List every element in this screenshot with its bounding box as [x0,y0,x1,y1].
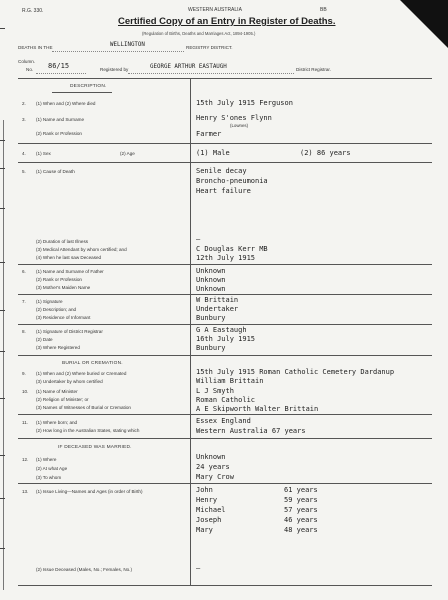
date-place-of-death: 15th July 1915 Ferguson [196,99,293,107]
field-label: (2) How long in the Australian States, stating which [36,428,140,433]
binder-margin [3,120,4,590]
row-number: 13. [22,489,29,494]
deceased-age: (2) 86 years [300,149,351,157]
field-label: (2) Duration of last Illness [36,239,89,244]
field-label: (2) Religion of Minister; or [36,397,89,402]
field-label: (1) Name of Minister [36,389,78,394]
no-label: No. [26,67,34,72]
child-name: Michael [196,506,226,514]
informant-residence: Bunbury [196,314,226,322]
minister-name: L J Smyth [196,387,234,395]
informant-signature: W Brittain [196,296,239,304]
entry-number: 86/15 [48,62,70,70]
field-label: (1) Name and Surname of Father [36,269,104,274]
field-label: (2) Issue Deceased (Males, No.; Females, No.) [36,567,132,572]
child-age: 57 years [284,506,318,514]
row-number: 3. [22,117,26,122]
deceased-sex: (1) Male [196,149,230,157]
informant-description: Undertaker [196,305,239,313]
married-heading: IF DECEASED WAS MARRIED. [58,445,132,450]
deaths-in-label: DEATHS IN THE [18,45,53,50]
field-label: (2) Description; and [36,307,77,312]
field-label: (1) Signature [36,299,63,304]
field-label: (1) Where [36,457,57,462]
reference-code: BB [320,7,327,13]
spouse-name: Mary Crow [196,473,234,481]
form-code: R.G. 330. [22,8,44,14]
field-label: (2) Rank or Profession [36,131,82,136]
document-subtitle: (Regulation of Births, Deaths and Marriages Act, 1894-1905.) [142,31,256,36]
registrar-name: GEORGE ARTHUR EASTAUGH [150,64,227,70]
minister-religion: Roman Catholic [196,396,256,404]
field-label: (1) Where born; and [36,420,78,425]
field-label: (1) Name and Surname [36,117,85,122]
issue-deceased: — [196,564,201,572]
column-divider [190,78,191,585]
child-age: 59 years [284,496,318,504]
name-annotation: (Lownes) [230,123,249,128]
cause-of-death-1: Senile decay [196,167,247,175]
father-profession: Unknown [196,276,226,284]
field-label: (2) Rank or Profession [36,277,82,282]
row-number: 5. [22,169,26,174]
registered-by-label: Registered by [100,67,129,72]
time-in-australia: Western Australia 67 years [196,427,306,435]
field-label: (1) Issue Living—Names and Ages (in order of Birth) [36,489,143,494]
row-number: 9. [22,371,26,376]
child-name: Mary [196,526,213,534]
illness-duration: — [196,235,201,243]
field-label: (3) Where Registered [36,345,80,350]
registry-district-label: REGISTRY DISTRICT. [186,45,233,50]
mother-maiden-name: Unknown [196,285,226,293]
row-number: 10. [22,389,29,394]
child-name: Joseph [196,516,222,524]
undertaker: William Brittain [196,377,264,385]
child-name: John [196,486,213,494]
deceased-name: Henry S'ones Flynn [196,114,272,122]
field-label: (1) When and (2) Where buried or Cremated [36,371,127,376]
field-label: (1) When and (2) Where died [36,101,96,106]
column-label: Column. [18,59,36,64]
field-label: (2) Date [36,337,53,342]
child-age: 48 years [284,526,318,534]
cause-of-death-2: Broncho-pneumonia [196,177,268,185]
field-label: (3) Residence of Informant [36,315,91,320]
cause-of-death-3: Heart failure [196,187,251,195]
state-heading: WESTERN AUSTRALIA [188,7,242,13]
field-label: (3) To whom [36,475,62,480]
row-number: 12. [22,457,29,462]
child-age: 46 years [284,516,318,524]
field-label: (1) Cause of Death [36,169,75,174]
row-number: 7. [22,299,26,304]
child-name: Henry [196,496,218,504]
field-label: (1) Signature of District Registrar [36,329,103,334]
field-label: (1) Sex [36,151,51,156]
medical-attendant: C Douglas Kerr MB [196,245,268,253]
row-number: 2. [22,101,26,106]
description-heading: DESCRIPTION. [70,84,107,89]
field-label: (2) At what Age [36,466,68,471]
burial-date-place: 15th July 1915 Roman Catholic Cemetery Dardanup [196,368,395,376]
field-label: (3) Mother's Maiden Name [36,285,91,290]
document-title: Certified Copy of an Entry in Register of Deaths. [118,16,336,27]
last-seen-date: 12th July 1915 [196,254,256,262]
field-label: (4) When he last saw Deceased [36,255,102,260]
registrar-signature: G A Eastaugh [196,326,247,334]
row-number: 6. [22,269,26,274]
marriage-place: Unknown [196,453,226,461]
registration-date: 16th July 1915 [196,335,256,343]
marriage-age: 24 years [196,463,230,471]
birthplace: Essex England [196,417,251,425]
district-registrar-label: District Registrar. [296,67,331,72]
field-label: (2) Age [120,151,135,156]
burial-heading: BURIAL OR CREMATION. [62,361,123,366]
child-age: 61 years [284,486,318,494]
field-label: (3) Names of Witnesses of Burial or Cremation [36,405,131,410]
row-number: 4. [22,151,26,156]
registration-place: Bunbury [196,344,226,352]
row-number: 11. [22,420,29,425]
father-name: Unknown [196,267,226,275]
field-label: (3) Undertaker by whom certified [36,379,103,384]
deceased-profession: Farmer [196,130,222,138]
corner-mark [400,0,448,48]
field-label: (3) Medical Attendant by whom certified; and [36,247,127,252]
district-name: WELLINGTON [110,42,145,48]
burial-witnesses: A E Skipworth Walter Brittain [196,405,319,413]
row-number: 8. [22,329,26,334]
